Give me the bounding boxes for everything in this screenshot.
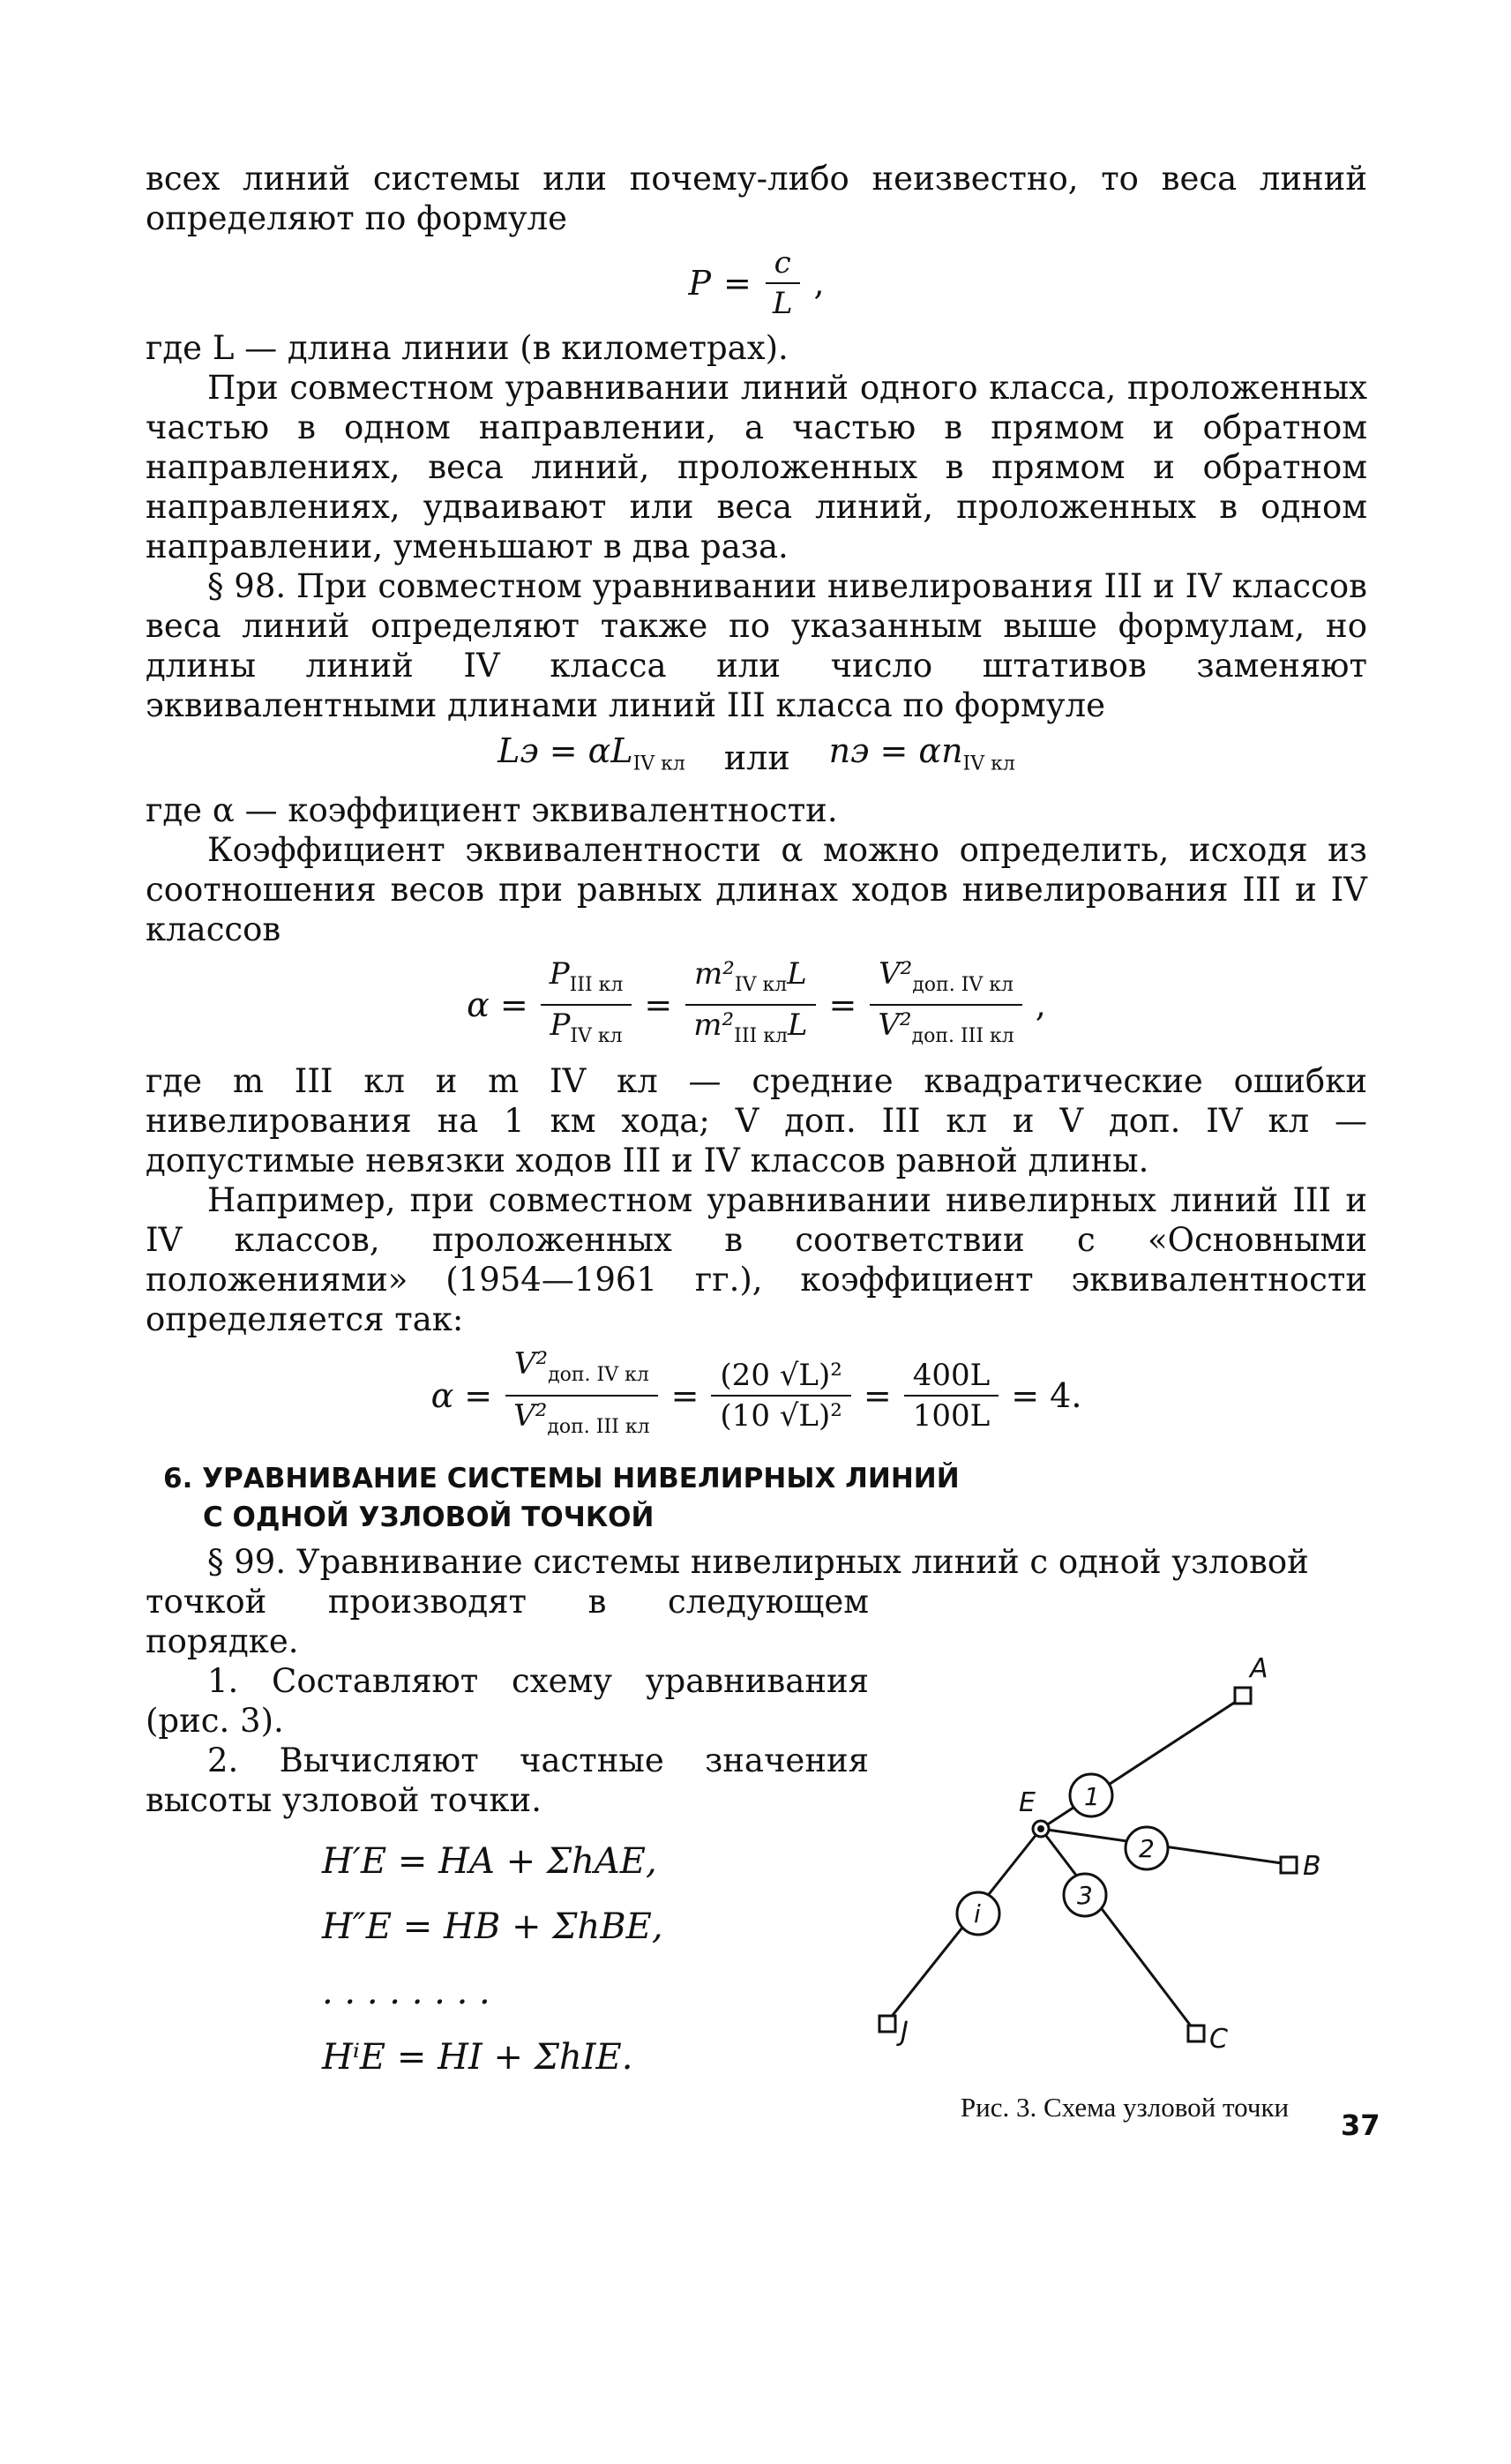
formula-or: или	[723, 738, 790, 777]
formula-subscript: доп. III кл	[911, 1025, 1014, 1048]
paragraph: точкой производят в следующем порядке.	[146, 1582, 869, 1660]
label-B: B	[1303, 1850, 1321, 1882]
formula-symbol: P	[688, 264, 712, 303]
fraction-numerator: 400L	[904, 1356, 999, 1397]
benchmark-J	[879, 2016, 895, 2032]
benchmark-B	[1281, 1857, 1297, 1873]
formula-alpha-value: α = $\frac{V^2_{доп. IV кл}}{V^2_{доп. III кл}}$ = $\frac{\text{(20 √L)²}}{\text{(10 √L)²}}$ = $\frac{400L}{100L}$ = 4.	[146, 1344, 1367, 1447]
figure-caption: Рис. 3. Схема узловой точки	[960, 2091, 1290, 2123]
list-item: 2. Вычисляют частные значения высоты узловой точки.	[146, 1741, 869, 1819]
label-J: J	[901, 2016, 909, 2048]
fraction-numerator: V²	[879, 955, 913, 992]
fraction-denominator: m²	[693, 1007, 735, 1044]
formula-tail: L	[787, 1007, 808, 1044]
fraction-denominator: P	[550, 1007, 571, 1044]
equation-line: H′E = HA + ΣhAE,	[322, 1840, 657, 1882]
formula-subscript: IV кл	[632, 753, 685, 775]
fraction-numerator: V²	[513, 1346, 549, 1382]
formula-subscript: III кл	[734, 1025, 788, 1048]
fraction	[541, 955, 632, 1057]
equation-list	[322, 1829, 869, 2090]
fraction	[869, 955, 1022, 1057]
formula-left: Lэ = αL	[497, 731, 633, 770]
formula-weight	[146, 243, 1367, 323]
label-section-1: 1	[1084, 1781, 1100, 1811]
paragraph: § 99. Уравнивание системы нивелирных линий с одной узловой	[207, 1542, 1309, 1581]
formula-subscript: III кл	[569, 973, 624, 996]
formula-alpha-ratio: α = $\frac{P_{III кл}}{P_{IV кл}}$ = $\frac{m^2_{IV кл}L}{m^2_{III кл}L}$ = $\frac{V^2_{доп. IV кл}}{V^2_{доп. III кл}}$ ,	[146, 955, 1367, 1057]
formula-result: = 4.	[1011, 1375, 1082, 1415]
heading-line: 6. УРАВНИВАНИЕ СИСТЕМЫ НИВЕЛИРНЫХ ЛИНИЙ	[163, 1462, 960, 1494]
node-scheme-diagram	[869, 1591, 1380, 2085]
paragraph: где α — коэффициент эквивалентности.	[146, 790, 838, 829]
formula-subscript: доп. IV кл	[912, 973, 1014, 996]
formula-lhs: α =	[467, 985, 528, 1025]
paragraph: всех линий системы или почему-либо неизвестно, то веса линий определяют по формуле	[146, 160, 1367, 237]
fraction-denominator: (10 √L)²	[720, 1397, 842, 1434]
left-column	[146, 1582, 869, 2090]
formula-subscript: IV кл	[734, 973, 788, 996]
edge-EC	[1041, 1829, 1195, 2032]
section-heading	[163, 1459, 1367, 1537]
formula-lhs: α =	[430, 1375, 493, 1415]
page-number: 37	[1341, 2108, 1380, 2142]
formula-subscript: IV кл	[570, 1025, 623, 1048]
paragraph: Например, при совместном уравнивании нивелирных линий III и IV классов, проложенных в соответствии с «Основными положениями» (1954—1961 гг.), коэффициент эквивалентности определяется так:	[146, 1181, 1367, 1339]
label-A: A	[1250, 1652, 1268, 1684]
two-column-block	[146, 1582, 1367, 2464]
page-content	[146, 159, 1367, 2464]
label-C: C	[1209, 2023, 1228, 2055]
equation-line: HⁱE = HI + ΣhIE.	[322, 2036, 633, 2078]
label-section-2: 2	[1139, 1833, 1155, 1863]
fraction-numerator: m²	[694, 955, 735, 992]
paragraph: § 98. При совместном уравнивании нивелирования III и IV классов веса линий определяют также по указанным выше формулам, но длины линий IV класса или число штативов заменяют эквивалентными длинами линий III класса по формуле	[146, 567, 1367, 724]
fraction	[711, 1356, 850, 1435]
benchmark-C	[1188, 2026, 1204, 2041]
formula-subscript: доп. III кл	[547, 1415, 650, 1438]
label-E: E	[1019, 1786, 1036, 1818]
label-section-3: 3	[1077, 1880, 1093, 1910]
fraction	[684, 955, 816, 1057]
fraction-numerator: P	[549, 955, 570, 992]
fraction-numerator: (20 √L)²	[711, 1356, 850, 1397]
fraction-denominator: V²	[878, 1007, 912, 1044]
formula-equivalent-length	[146, 730, 1367, 785]
heading-line: С ОДНОЙ УЗЛОВОЙ ТОЧКОЙ	[203, 1501, 655, 1533]
fraction	[904, 1356, 999, 1435]
list-item: 1. Составляют схему уравнивания (рис. 3).	[146, 1661, 869, 1740]
fraction-denominator: 100L	[912, 1397, 991, 1434]
fraction	[505, 1344, 658, 1447]
formula-subscript: доп. IV кл	[548, 1363, 649, 1386]
fraction-denominator: V²	[513, 1397, 548, 1434]
label-section-i: i	[974, 1899, 981, 1929]
fraction-numerator: c	[766, 243, 800, 284]
paragraph: Коэффициент эквивалентности α можно определить, исходя из соотношения весов при равных длинах ходов нивелирования III и IV классов	[146, 830, 1367, 948]
formula-right: nэ = αn	[828, 731, 963, 770]
fraction-denominator: L	[772, 286, 793, 321]
paragraph: где L — длина линии (в километрах).	[146, 329, 789, 367]
node-E-center	[1039, 1826, 1043, 1831]
formula-punct: ,	[813, 264, 825, 303]
formula-punct: ,	[1035, 985, 1046, 1025]
edge-EA	[1041, 1696, 1244, 1829]
equation-line: . . . . . . . .	[322, 1971, 490, 2012]
formula-subscript: IV кл	[962, 753, 1015, 775]
paragraph: При совместном уравнивании линий одного класса, проложенных частью в одном направлении, а частью в прямом и обратном направлениях, веса линий, проложенных в прямом и обратном направлениях, удваивают или веса линий, проложенных в одном направлении, уменьшают в два раза.	[146, 369, 1367, 565]
figure-node-scheme	[869, 1591, 1380, 2123]
formula-operator: =	[723, 264, 752, 303]
paragraph: где m III кл и m IV кл — средние квадратические ошибки нивелирования на 1 км хода; V доп. III кл и V доп. IV кл — допустимые невязки ходов III и IV классов равной длины.	[146, 1062, 1367, 1180]
benchmark-A	[1235, 1688, 1251, 1704]
equation-line: H″E = HB + ΣhBE,	[322, 1906, 663, 1947]
formula-tail: L	[787, 955, 807, 992]
fraction	[764, 243, 802, 323]
